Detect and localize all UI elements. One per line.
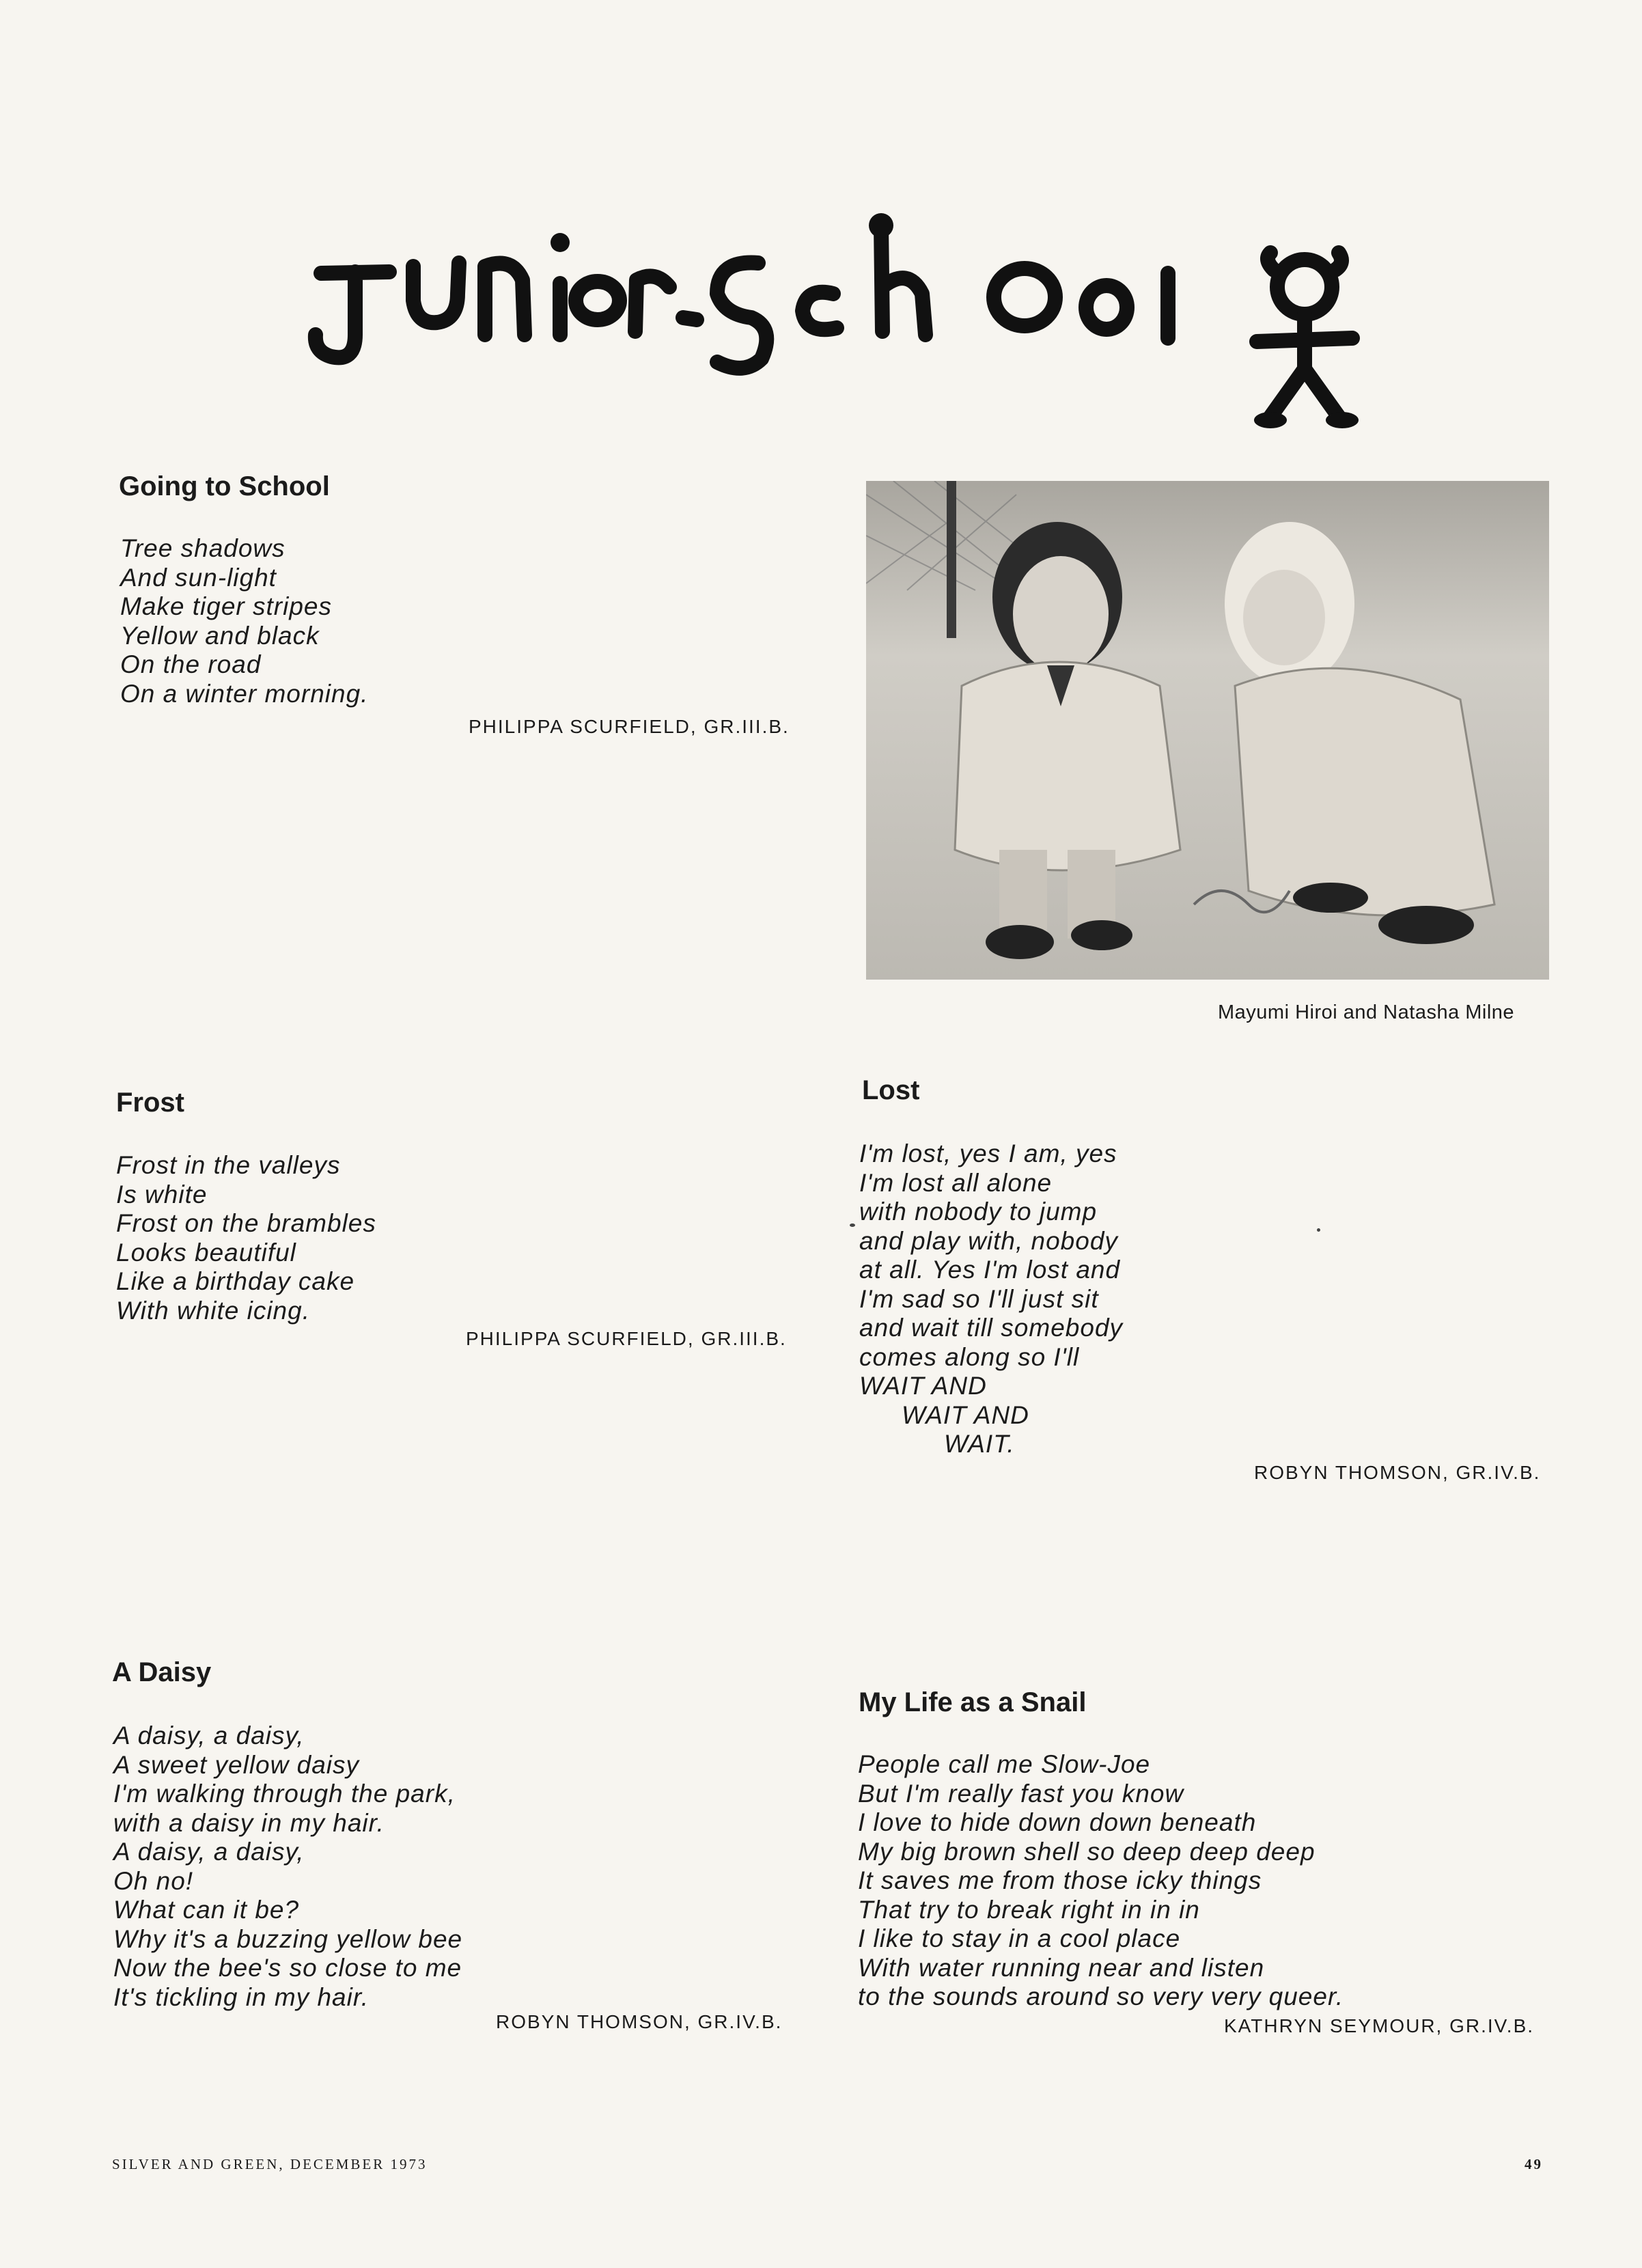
poem-line: WAIT AND: [859, 1372, 987, 1400]
poem-line: With white icing.: [116, 1296, 310, 1325]
poem-line: Like a birthday cake: [116, 1267, 355, 1295]
poem-line: Yellow and black: [120, 621, 320, 650]
poem-lines-a-daisy: [113, 1721, 462, 2012]
poem-line: Tree shadows: [120, 534, 286, 562]
photo-caption: Mayumi Hiroi and Natasha Milne: [1218, 1001, 1515, 1023]
poem-author-a-daisy: ROBYN THOMSON, GR.IV.B.: [496, 2011, 783, 2032]
poem-line: Frost on the brambles: [116, 1209, 376, 1237]
poem-line: Now the bee's so close to me: [113, 1954, 462, 1982]
poem-line: comes along so I'll: [859, 1342, 1080, 1371]
poem-line: WAIT.: [944, 1430, 1015, 1458]
poem-line: On the road: [120, 650, 262, 678]
poem-line: I'm sad so I'll just sit: [859, 1284, 1099, 1313]
poem-lines-my-life-as-a-snail: [858, 1750, 1344, 2012]
poem-author-lost: ROBYN THOMSON, GR.IV.B.: [1254, 1462, 1541, 1483]
poem-line: Is white: [116, 1180, 208, 1208]
poem-line: But I'm really fast you know: [858, 1779, 1184, 1808]
poem-author-frost: PHILIPPA SCURFIELD, GR.III.B.: [466, 1328, 787, 1349]
poem-author-my-life-as-a-snail: KATHRYN SEYMOUR, GR.IV.B.: [1224, 2015, 1535, 2036]
ink-speck: [850, 1223, 855, 1227]
photo-two-girls: [866, 481, 1549, 980]
poem-line: A daisy, a daisy,: [113, 1721, 305, 1750]
poem-lines-lost: [859, 1139, 1123, 1459]
poem-title-frost: Frost: [116, 1088, 184, 1118]
poem-line: I'm walking through the park,: [113, 1780, 456, 1808]
poem-title-a-daisy: A Daisy: [112, 1657, 212, 1687]
poem-line: I'm lost, yes I am, yes: [859, 1139, 1117, 1167]
poem-line: And sun-light: [120, 563, 277, 592]
poem-line: On a winter morning.: [120, 679, 369, 708]
poem-line: I love to hide down down beneath: [858, 1808, 1257, 1836]
poem-title-lost: Lost: [862, 1075, 920, 1105]
poem-line: That try to break right in in in: [858, 1895, 1200, 1924]
poem-line: and wait till somebody: [859, 1314, 1124, 1342]
poem-line: I like to stay in a cool place: [858, 1924, 1181, 1952]
poem-line: Why it's a buzzing yellow bee: [113, 1924, 463, 1953]
poem-lines-going-to-school: [120, 534, 368, 708]
ink-speck: [1317, 1228, 1320, 1232]
poem-title-going-to-school: Going to School: [119, 471, 330, 501]
poem-line: with a daisy in my hair.: [113, 1808, 385, 1837]
poem-title-my-life-as-a-snail: My Life as a Snail: [859, 1687, 1087, 1717]
poem-line: What can it be?: [113, 1896, 300, 1924]
poem-line: It saves me from those icky things: [858, 1866, 1262, 1894]
junior-school-handwritten-title: [287, 198, 1393, 444]
poem-line: to the sounds around so very very queer.: [858, 1982, 1344, 2010]
poem-author-going-to-school: PHILIPPA SCURFIELD, GR.III.B.: [469, 716, 790, 737]
poem-line: My big brown shell so deep deep deep: [858, 1837, 1316, 1866]
poem-line: Looks beautiful: [116, 1238, 296, 1267]
poem-line: A daisy, a daisy,: [113, 1838, 305, 1866]
poem-line: People call me Slow-Joe: [858, 1750, 1151, 1778]
poem-line: Oh no!: [113, 1866, 194, 1895]
poem-line: I'm lost all alone: [859, 1168, 1053, 1197]
poem-line: with nobody to jump: [859, 1198, 1098, 1226]
footer-publication: SILVER AND GREEN, DECEMBER 1973: [112, 2156, 428, 2172]
page-number: 49: [1525, 2156, 1543, 2172]
poem-line: WAIT AND: [902, 1400, 1029, 1429]
poem-lines-frost: [116, 1151, 376, 1325]
poem-line: Frost in the valleys: [116, 1151, 341, 1179]
poem-line: A sweet yellow daisy: [113, 1750, 359, 1779]
poem-line: Make tiger stripes: [120, 592, 332, 620]
poem-line: With water running near and listen: [858, 1953, 1265, 1982]
poem-line: at all. Yes I'm lost and: [859, 1256, 1121, 1284]
poem-line: and play with, nobody: [859, 1226, 1118, 1255]
poem-line: It's tickling in my hair.: [113, 1982, 370, 2011]
